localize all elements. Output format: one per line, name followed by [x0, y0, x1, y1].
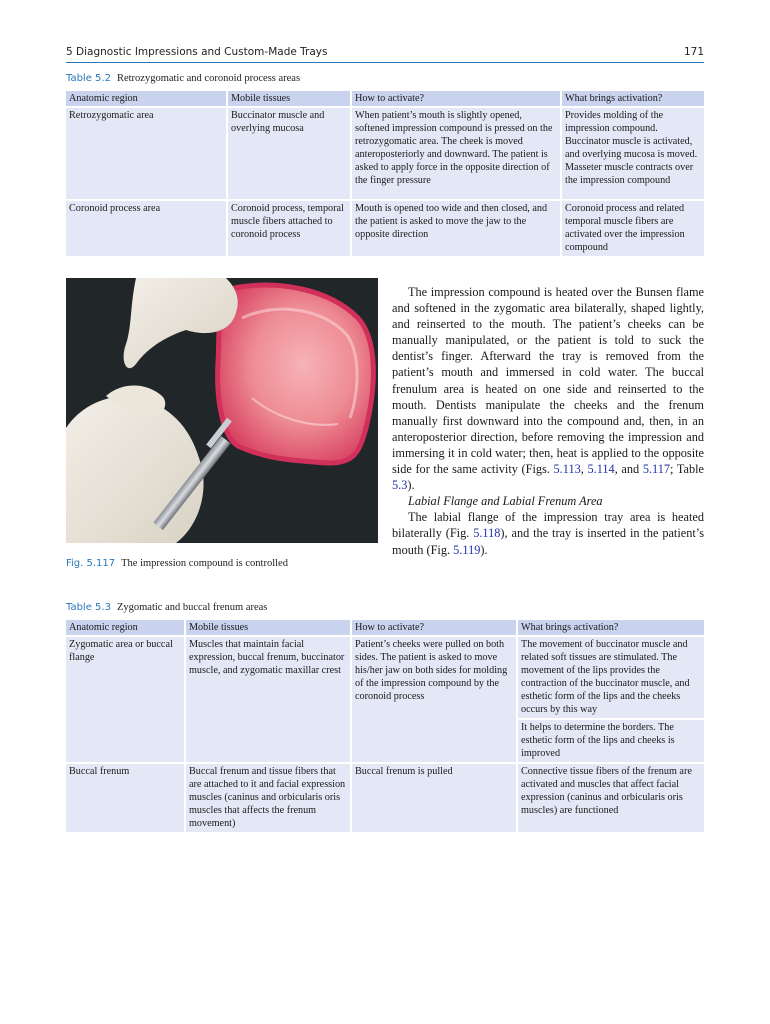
- column-header: Mobile tissues: [186, 620, 352, 637]
- table-header-row: [66, 620, 704, 637]
- header-rule: [66, 62, 704, 63]
- running-head: [66, 44, 704, 62]
- cell-what: Connective tissue fibers of the frenum are activated and muscles that affect facial expression (caninus and orbicularis oris muscles) are functioned: [518, 764, 704, 834]
- table-5-2-caption: [66, 73, 300, 84]
- separator: ,: [580, 462, 588, 477]
- cell-how: Buccal frenum is pulled: [352, 764, 518, 834]
- cell-how: Patient’s cheeks were pulled on both sides. The patient is asked to move his/her jaw on both sides for molding of the impression compound by the coronoid process: [352, 637, 518, 764]
- page-number: 171: [683, 46, 704, 58]
- table-5-3-caption: [66, 602, 267, 613]
- table-row: [66, 637, 704, 720]
- paragraph-text: ), and the tray is inserted in the patient’s mouth (Fig.: [392, 526, 704, 557]
- figure-reference-link[interactable]: 5.118: [473, 526, 501, 541]
- separator: , and: [614, 462, 643, 477]
- figure-reference-link[interactable]: 5.117: [642, 462, 671, 477]
- table-5-3: [66, 620, 704, 834]
- paragraph-text: The labial flange of the impression tray area is heated bilaterally (Fig.: [392, 510, 704, 541]
- table-title: Zygomatic and buccal frenum areas: [116, 602, 268, 613]
- paragraph-text: The impression compound is heated over the Bunsen flame and softened in the zygomatic area bilaterally, shaped lightly, and reinserted to the mouth. The patient’s cheeks can be manually manipulated, or the patient is told to suck the dentist’s finger. Afterward the tray is removed from the patient’s mouth and immersed in cold water. The buccal frenulum area is heated on one side and reinserted to the mouth. Dentists manipulate the cheeks and the frenum manually first downward into the compound and, then, in an anteroposterior direction, before removing the impression and immersing it in cold water; then, heat is applied to the opposite side for the same activity (Figs.: [392, 285, 704, 477]
- separator: ).: [407, 478, 415, 493]
- cell-region: Buccal frenum: [66, 764, 186, 834]
- table-row: [66, 764, 704, 834]
- cell-what: It helps to determine the borders. The esthetic form of the lips and cheeks is improved: [518, 720, 704, 764]
- figure-label: Fig. 5.117: [66, 558, 116, 569]
- column-header: How to activate?: [352, 91, 562, 108]
- cell-what: Coronoid process and related temporal muscle fibers are activated over the impression compound: [562, 201, 704, 258]
- column-header: Mobile tissues: [228, 91, 352, 108]
- cell-region: Coronoid process area: [66, 201, 228, 258]
- column-header: How to activate?: [352, 620, 518, 637]
- cell-tissues: Buccinator muscle and overlying mucosa: [228, 108, 352, 201]
- column-header: Anatomic region: [66, 620, 186, 637]
- cell-region: Zygomatic area or buccal flange: [66, 637, 186, 764]
- body-text: [392, 284, 704, 558]
- column-header: Anatomic region: [66, 91, 228, 108]
- column-header: What brings activation?: [562, 91, 704, 108]
- paragraph: [392, 284, 704, 493]
- cell-tissues: Muscles that maintain facial expression, buccal frenum, buccinator muscle, and zygomatic maxillar crest: [186, 637, 352, 764]
- table-label: Table 5.2: [66, 73, 111, 84]
- clinical-photo: [66, 278, 378, 543]
- impression-tray-photo: [66, 278, 378, 543]
- table-label: Table 5.3: [66, 602, 111, 613]
- table-reference-link[interactable]: 5.3: [392, 478, 408, 493]
- chapter-title: 5 Diagnostic Impressions and Custom-Made Trays: [66, 46, 328, 58]
- figure-reference-link[interactable]: 5.114: [587, 462, 615, 477]
- table-row: [66, 108, 704, 201]
- column-header: What brings activation?: [518, 620, 704, 637]
- subheading: Labial Flange and Labial Frenum Area: [408, 494, 603, 509]
- table-row: [66, 201, 704, 258]
- table-5-2: [66, 91, 704, 258]
- cell-how: When patient’s mouth is slightly opened, softened impression compound is pressed on the retrozygomatic area. The cheek is moved anteroposteriorly and downward. The patient is asked to apply force in the opposite direction of the finger pressure: [352, 108, 562, 201]
- cell-tissues: Buccal frenum and tissue fibers that are attached to it and facial expression muscles (caninus and orbicularis oris muscles that affects the frenum movement): [186, 764, 352, 834]
- separator: ; Table: [670, 462, 705, 477]
- table-header-row: [66, 91, 704, 108]
- cell-region: Retrozygomatic area: [66, 108, 228, 201]
- figure-reference-link[interactable]: 5.119: [453, 542, 481, 557]
- paragraph-text: ).: [480, 542, 488, 557]
- paragraph: [392, 509, 704, 557]
- cell-what: Provides molding of the impression compound. Buccinator muscle is activated, and overlying mucosa is moved. Masseter muscle contracts over the impression compound: [562, 108, 704, 201]
- table-title: Retrozygomatic and coronoid process areas: [116, 73, 301, 84]
- figure-caption: [66, 558, 288, 569]
- cell-tissues: Coronoid process, temporal muscle fibers attached to coronoid process: [228, 201, 352, 258]
- figure-reference-link[interactable]: 5.113: [553, 462, 581, 477]
- figure-caption-text: The impression compound is controlled: [121, 558, 288, 569]
- cell-what: The movement of buccinator muscle and related soft tissues are stimulated. The movement of the lips provides the contraction of the buccinator muscle, and esthetic form of the lips and the cheeks occurs by this way: [518, 637, 704, 720]
- cell-how: Mouth is opened too wide and then closed, and the patient is asked to move the jaw to the opposite direction: [352, 201, 562, 258]
